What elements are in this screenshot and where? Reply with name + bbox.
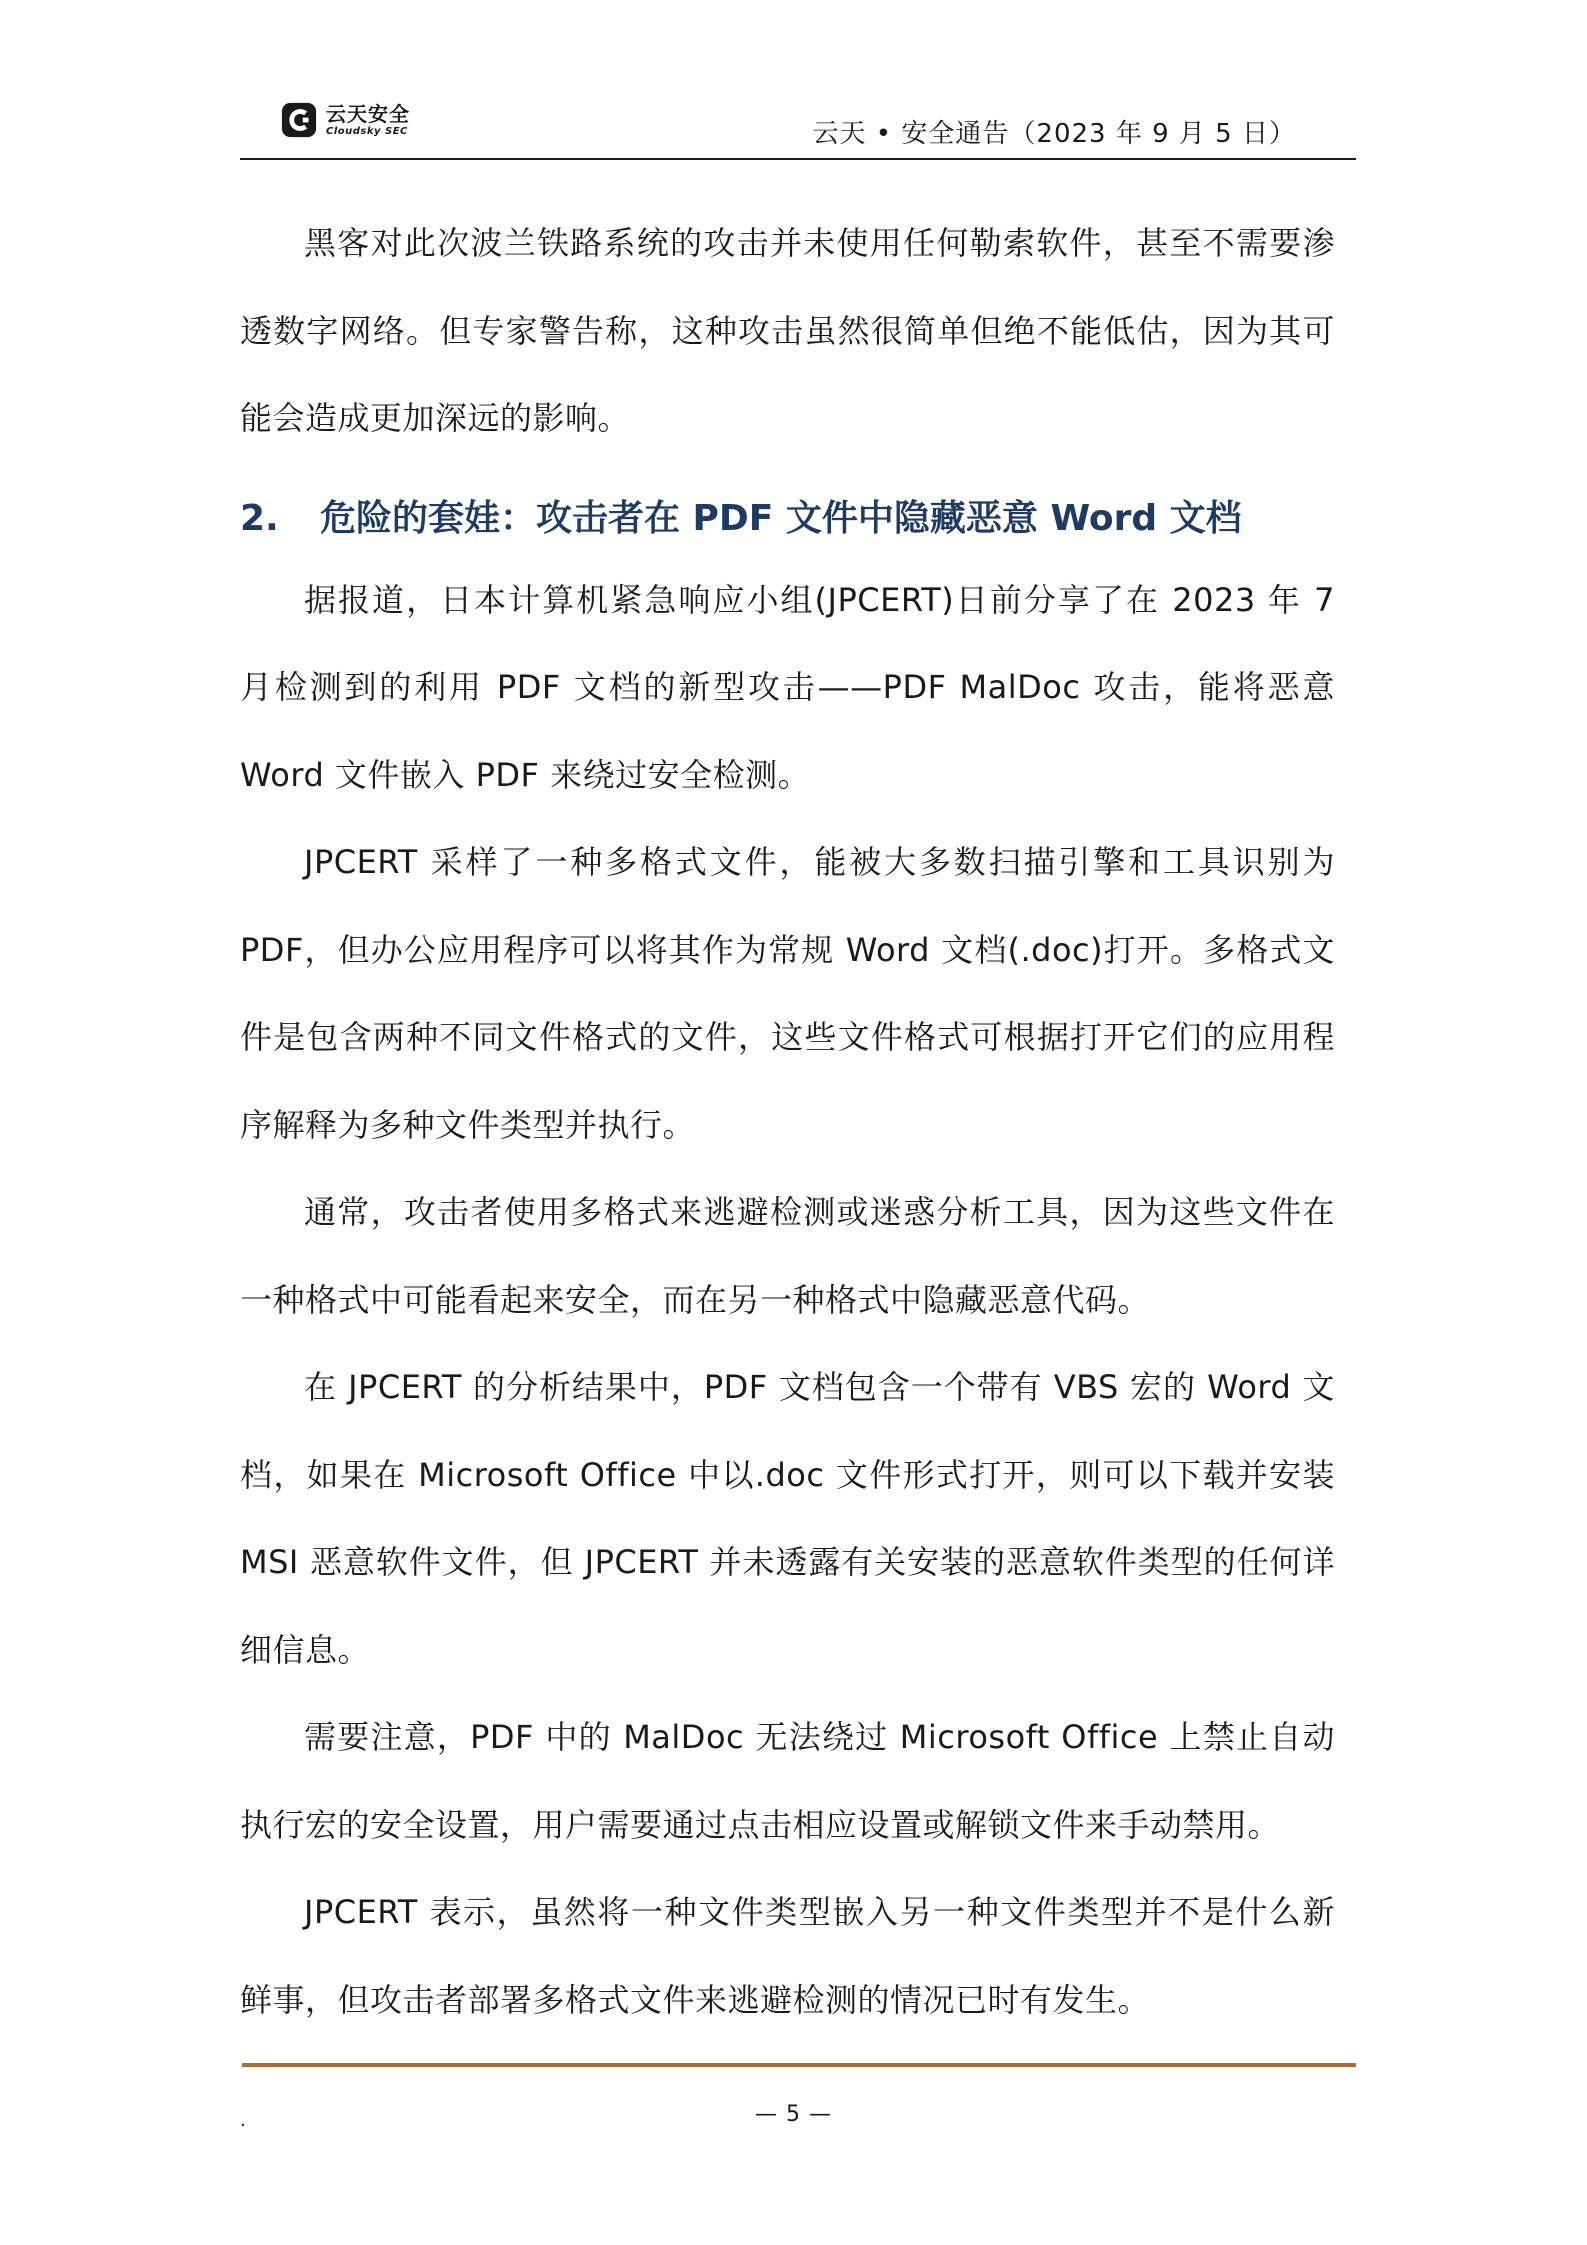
section-heading (240, 481, 1335, 557)
cloudsky-shield-logo-icon (280, 101, 318, 139)
paragraph: 通常，攻击者使用多格式来逃避检测或迷惑分析工具，因为这些文件在一种格式中可能看起来安全，而在另一种格式中隐藏恶意代码。 (240, 1193, 1335, 1319)
paragraph-intro: 黑客对此次波兰铁路系统的攻击并未使用任何勒索软件，甚至不需要渗透数字网络。但专家警告称，这种攻击虽然很简单但绝不能低估，因为其可能会造成更加深远的影响。 (240, 224, 1335, 437)
logo-chinese-name: 云天安全 (326, 101, 410, 126)
paragraph: 需要注意，PDF 中的 MalDoc 无法绕过 Microsoft Office 上禁止自动执行宏的安全设置，用户需要通过点击相应设置或解锁文件来手动禁用。 (240, 1718, 1335, 1844)
paragraph: 据报道，日本计算机紧急响应小组(JPCERT)日前分享了在 2023 年 7 月检测到的利用 PDF 文档的新型攻击——PDF MalDoc 攻击，能将恶意 Word 文件嵌入 PDF 来绕过安全检测。 (240, 580, 1335, 794)
page-number: — 5 — (755, 2102, 832, 2127)
header-divider (240, 158, 1356, 160)
page-header (240, 95, 1356, 157)
logo-english-name: Cloudsky SEC (326, 125, 408, 137)
footer-dot: . (240, 2110, 246, 2131)
section-title: 危险的套娃：攻击者在 PDF 文件中隐藏恶意 Word 文档 (320, 497, 1242, 539)
company-logo (280, 95, 410, 145)
footer-divider (242, 2063, 1356, 2067)
paragraph: JPCERT 表示，虽然将一种文件类型嵌入另一种文件类型并不是什么新鲜事，但攻击者部署多格式文件来逃避检测的情况已时有发生。 (240, 1893, 1335, 2019)
bulletin-title: 云天 • 安全通告（2023 年 9 月 5 日） (812, 119, 1296, 149)
document-body (240, 200, 1335, 2044)
section-number: 2. (240, 497, 279, 539)
logo-text (326, 101, 410, 137)
paragraph: JPCERT 采样了一种多格式文件，能被大多数扫描引擎和工具识别为 PDF，但办公应用程序可以将其作为常规 Word 文档(.doc)打开。多格式文件是包含两种不同文件格式的文件，这些文件格式可根据打开它们的应用程序解释为多种文件类型并执行。 (240, 843, 1335, 1144)
paragraph: 在 JPCERT 的分析结果中，PDF 文档包含一个带有 VBS 宏的 Word 文档，如果在 Microsoft Office 中以.doc 文件形式打开，则可以下载并安装 MSI 恶意软件文件，但 JPCERT 并未透露有关安装的恶意软件类型的任何详细信息。 (240, 1368, 1335, 1669)
